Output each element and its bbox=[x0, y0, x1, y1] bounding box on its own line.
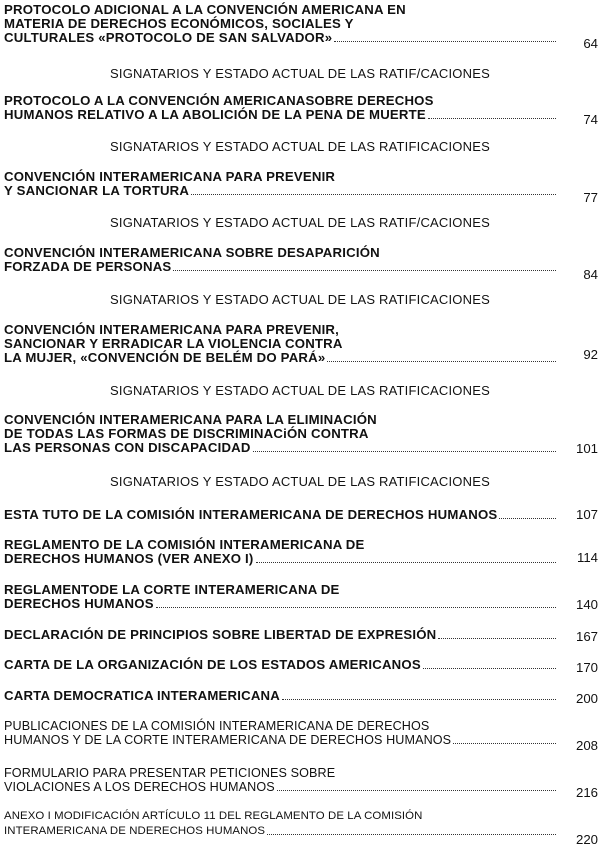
toc-entry bbox=[4, 657, 598, 675]
toc-entry bbox=[4, 719, 598, 753]
dot-leader bbox=[156, 606, 556, 608]
toc-entry bbox=[4, 538, 598, 566]
subheading: SIGNATARIOS Y ESTADO ACTUAL DE LAS RATIFICACIONES bbox=[110, 383, 490, 398]
entry-title-line: SANCIONAR Y ERRADICAR LA VIOLENCIA CONTRA bbox=[4, 336, 343, 351]
page-number: 101 bbox=[575, 441, 598, 456]
entry-title-line: DERECHOS HUMANOS bbox=[4, 596, 154, 611]
page-number: 220 bbox=[575, 832, 598, 847]
entry-title-line: PROTOCOLO ADICIONAL A LA CONVENCIÓN AMERICANA EN bbox=[4, 2, 406, 17]
entry-title-line: CONVENCIÓN INTERAMERICANA PARA PREVENIR, bbox=[4, 322, 340, 337]
subheading: SIGNATARIOS Y ESTADO ACTUAL DE LAS RATIF/CACIONES bbox=[110, 66, 490, 81]
dot-leader bbox=[277, 789, 556, 791]
entry-title-line: CARTA DE LA ORGANIZACIÓN DE LOS ESTADOS AMERICANOS bbox=[4, 657, 421, 672]
entry-title-line: DECLARACIÓN DE PRINCIPIOS SOBRE LIBERTAD DE EXPRESIÓN bbox=[4, 627, 437, 642]
toc-entry bbox=[4, 628, 598, 642]
entry-title-line: ESTA TUTO DE LA COMISIÓN INTERAMERICANA DE DERECHOS HUMANOS bbox=[4, 507, 498, 522]
entry-title-line: DE TODAS LAS FORMAS DE DISCRIMINACiÓN CONTRA bbox=[4, 426, 369, 441]
dot-leader bbox=[453, 742, 556, 744]
subheading: SIGNATARIOS Y ESTADO ACTUAL DE LAS RATIF/CACIONES bbox=[110, 215, 490, 230]
entry-title-line: HUMANOS Y DE LA CORTE INTERAMERICANA DE DERECHOS HUMANOS bbox=[4, 733, 452, 747]
entry-title-line: PROTOCOLO A LA CONVENCIÓN AMERICANASOBRE DERECHOS bbox=[4, 93, 434, 108]
entry-title-line: PUBLICACIONES DE LA COMISIÓN INTERAMERICANA DE DERECHOS bbox=[4, 719, 430, 733]
page-number: 107 bbox=[575, 507, 598, 522]
dot-leader bbox=[282, 698, 556, 700]
entry-title-line: DERECHOS HUMANOS (VER ANEXO I) bbox=[4, 551, 254, 566]
dot-leader bbox=[253, 450, 556, 452]
page-number: 64 bbox=[583, 36, 598, 51]
entry-title-line: HUMANOS RELATIVO A LA ABOLICIÓN DE LA PENA DE MUERTE bbox=[4, 107, 426, 122]
entry-title-line: REGLAMENTO DE LA COMISIÓN INTERAMERICANA DE bbox=[4, 537, 365, 552]
page-number: 200 bbox=[575, 691, 598, 706]
dot-leader bbox=[327, 360, 556, 362]
toc-entry bbox=[4, 93, 598, 127]
page-number: 140 bbox=[575, 597, 598, 612]
entry-title-line: ANEXO I MODIFICACIÓN ARTÍCULO 11 DEL REGLAMENTO DE LA COMISIÓN bbox=[4, 810, 423, 822]
entry-title-line: LAS PERSONAS CON DISCAPACIDAD bbox=[4, 440, 251, 455]
entry-title-line: CONVENCIÓN INTERAMERICANA PARA LA ELIMINACIÓN bbox=[4, 412, 377, 427]
subheading: SIGNATARIOS Y ESTADO ACTUAL DE LAS RATIFICACIONES bbox=[110, 292, 490, 307]
toc-entry bbox=[4, 583, 598, 611]
dot-leader bbox=[267, 833, 556, 835]
entry-title-line: VIOLACIONES A LOS DERECHOS HUMANOS bbox=[4, 780, 275, 794]
page-number: 167 bbox=[575, 629, 598, 644]
entry-title-line: FORMULARIO PARA PRESENTAR PETICIONES SOBRE bbox=[4, 766, 336, 780]
toc-entry bbox=[4, 688, 598, 706]
page-number: 77 bbox=[583, 190, 598, 205]
dot-leader bbox=[191, 193, 556, 195]
dot-leader bbox=[438, 637, 556, 639]
dot-leader bbox=[334, 40, 556, 42]
toc-entry bbox=[4, 809, 598, 847]
toc-entry bbox=[4, 508, 598, 522]
toc-entry bbox=[4, 245, 598, 282]
page-number: 170 bbox=[575, 660, 598, 675]
entry-title-line: Y SANCIONAR LA TORTURA bbox=[4, 183, 190, 198]
subheading: SIGNATARIOS Y ESTADO ACTUAL DE LAS RATIFICACIONES bbox=[110, 474, 490, 489]
entry-title-line: INTERAMERICANA DE NDERECHOS HUMANOS bbox=[4, 824, 266, 837]
entry-title-line: REGLAMENTODE LA CORTE INTERAMERICANA DE bbox=[4, 582, 340, 597]
dot-leader bbox=[499, 517, 556, 519]
toc-entry bbox=[4, 169, 598, 205]
dot-leader bbox=[173, 269, 556, 271]
toc-entry bbox=[4, 413, 598, 455]
toc-entry bbox=[4, 323, 598, 365]
entry-title-line: CONVENCIÓN INTERAMERICANA SOBRE DESAPARICIÓN bbox=[4, 245, 380, 260]
page-number: 92 bbox=[583, 347, 598, 362]
entry-title-line: CULTURALES «PROTOCOLO DE SAN SALVADOR» bbox=[4, 30, 333, 45]
toc-entry bbox=[4, 766, 598, 800]
page-number: 74 bbox=[583, 112, 598, 127]
entry-title-line: LA MUJER, «CONVENCIÓN DE BELÉM DO PARÁ» bbox=[4, 350, 326, 365]
entry-title-line: CARTA DEMOCRATICA INTERAMERICANA bbox=[4, 688, 280, 703]
dot-leader bbox=[428, 117, 556, 119]
subheading: SIGNATARIOS Y ESTADO ACTUAL DE LAS RATIFICACIONES bbox=[110, 139, 490, 154]
entry-title-line: MATERIA DE DERECHOS ECONÓMICOS, SOCIALES Y bbox=[4, 16, 354, 31]
toc-entry bbox=[4, 2, 598, 51]
dot-leader bbox=[423, 667, 556, 669]
page-number: 216 bbox=[575, 785, 598, 800]
dot-leader bbox=[256, 561, 557, 563]
page-number: 208 bbox=[575, 738, 598, 753]
page-number: 114 bbox=[576, 550, 598, 565]
entry-title-line: FORZADA DE PERSONAS bbox=[4, 259, 172, 274]
page-number: 84 bbox=[583, 267, 598, 282]
entry-title-line: CONVENCIÓN INTERAMERICANA PARA PREVENIR bbox=[4, 169, 336, 184]
